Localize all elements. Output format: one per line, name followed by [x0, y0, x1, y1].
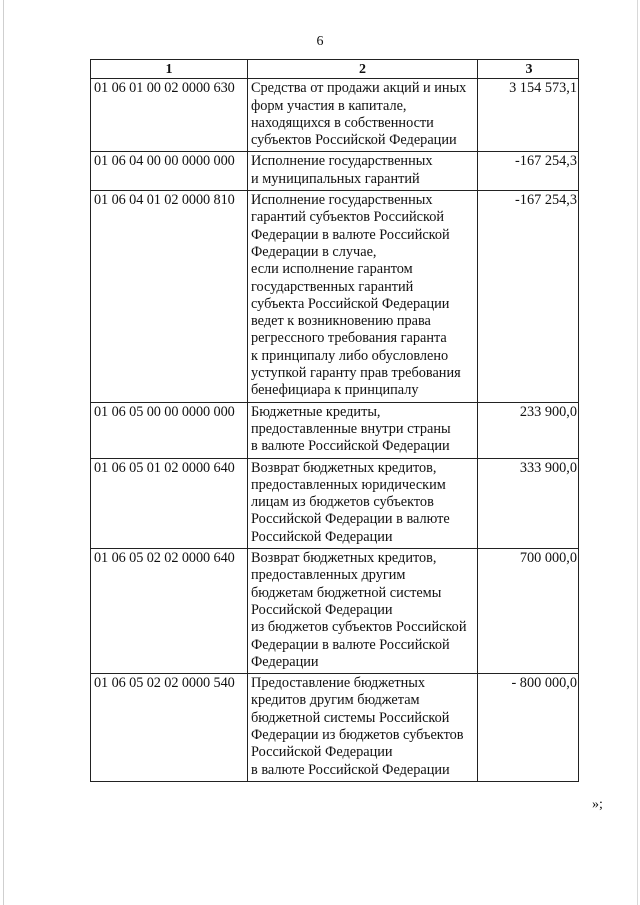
description-line: Средства от продажи акций и иных — [251, 80, 467, 97]
table-row — [91, 79, 579, 152]
row-amount: 700 000,0 — [478, 549, 579, 674]
row-description — [248, 549, 478, 674]
description-line: форм участия в капитале, — [251, 97, 407, 114]
description-line: лицам из бюджетов субъектов — [251, 494, 434, 511]
description-line: Федерации в случае, — [251, 243, 377, 260]
column-header-1: 1 — [91, 60, 248, 79]
scan-edge-left — [3, 0, 4, 905]
row-code: 01 06 04 00 00 0000 000 — [91, 152, 248, 191]
row-amount: - 800 000,0 — [478, 674, 579, 782]
description-line: в валюте Российской Федерации — [251, 761, 450, 778]
table-row — [91, 152, 579, 191]
description-line: бенефициара к принципалу — [251, 382, 419, 399]
description-line: Исполнение государственных — [251, 192, 433, 209]
table-header-row — [91, 60, 579, 79]
description-line: гарантий субъектов Российской — [251, 209, 445, 226]
column-header-3: 3 — [478, 60, 579, 79]
description-line: субъекта Российской Федерации — [251, 295, 450, 312]
description-line: находящихся в собственности — [251, 114, 434, 131]
row-code: 01 06 05 01 02 0000 640 — [91, 458, 248, 548]
description-line: Возврат бюджетных кредитов, — [251, 550, 437, 567]
description-line: Российской Федерации в валюте — [251, 511, 450, 528]
row-code: 01 06 01 00 02 0000 630 — [91, 79, 248, 152]
description-line: субъектов Российской Федерации — [251, 132, 457, 149]
description-line: Бюджетные кредиты, — [251, 403, 381, 420]
table-row — [91, 458, 579, 548]
table-body — [91, 79, 579, 782]
description-line: предоставленные внутри страны — [251, 420, 451, 437]
description-line: ведет к возникновению права — [251, 313, 431, 330]
row-description — [248, 402, 478, 458]
row-amount: 233 900,0 — [478, 402, 579, 458]
row-code: 01 06 05 02 02 0000 540 — [91, 674, 248, 782]
table-row — [91, 402, 579, 458]
description-line: Федерации — [251, 653, 319, 670]
description-line: из бюджетов субъектов Российской — [251, 619, 467, 636]
description-line: в валюте Российской Федерации — [251, 438, 450, 455]
description-line: Федерации в валюте Российской — [251, 636, 450, 653]
row-code: 01 06 05 00 00 0000 000 — [91, 402, 248, 458]
description-line: к принципалу либо обусловлено — [251, 347, 449, 364]
row-amount: 333 900,0 — [478, 458, 579, 548]
table-row — [91, 549, 579, 674]
closing-quote-mark: »; — [592, 797, 603, 812]
description-line: государственных гарантий — [251, 278, 414, 295]
description-line: Возврат бюджетных кредитов, — [251, 459, 437, 476]
row-description — [248, 152, 478, 191]
budget-sources-table — [90, 59, 579, 782]
description-line: предоставленных другим — [251, 567, 406, 584]
description-line: Федерации в валюте Российской — [251, 226, 450, 243]
description-line: Федерации из бюджетов субъектов — [251, 726, 464, 743]
description-line: Российской Федерации — [251, 744, 393, 761]
scan-edge-right — [637, 0, 638, 905]
row-code: 01 06 05 02 02 0000 640 — [91, 549, 248, 674]
description-line: бюджетной системы Российской — [251, 709, 450, 726]
table-row — [91, 191, 579, 403]
row-description — [248, 191, 478, 403]
column-header-2: 2 — [248, 60, 478, 79]
description-line: регрессного требования гаранта — [251, 330, 447, 347]
row-description — [248, 79, 478, 152]
row-amount: -167 254,3 — [478, 152, 579, 191]
row-amount: 3 154 573,1 — [478, 79, 579, 152]
description-line: предоставленных юридическим — [251, 476, 446, 493]
description-line: Российской Федерации — [251, 528, 393, 545]
table-row — [91, 674, 579, 782]
row-code: 01 06 04 01 02 0000 810 — [91, 191, 248, 403]
description-line: если исполнение гарантом — [251, 261, 413, 278]
description-line: бюджетам бюджетной системы — [251, 584, 442, 601]
description-line: Предоставление бюджетных — [251, 675, 425, 692]
row-amount: -167 254,3 — [478, 191, 579, 403]
row-description — [248, 674, 478, 782]
description-line: Исполнение государственных — [251, 153, 433, 170]
row-description — [248, 458, 478, 548]
description-line: кредитов другим бюджетам — [251, 692, 420, 709]
description-line: и муниципальных гарантий — [251, 170, 420, 187]
description-line: уступкой гаранту прав требования — [251, 365, 461, 382]
description-line: Российской Федерации — [251, 601, 393, 618]
page-number: 6 — [316, 34, 324, 49]
